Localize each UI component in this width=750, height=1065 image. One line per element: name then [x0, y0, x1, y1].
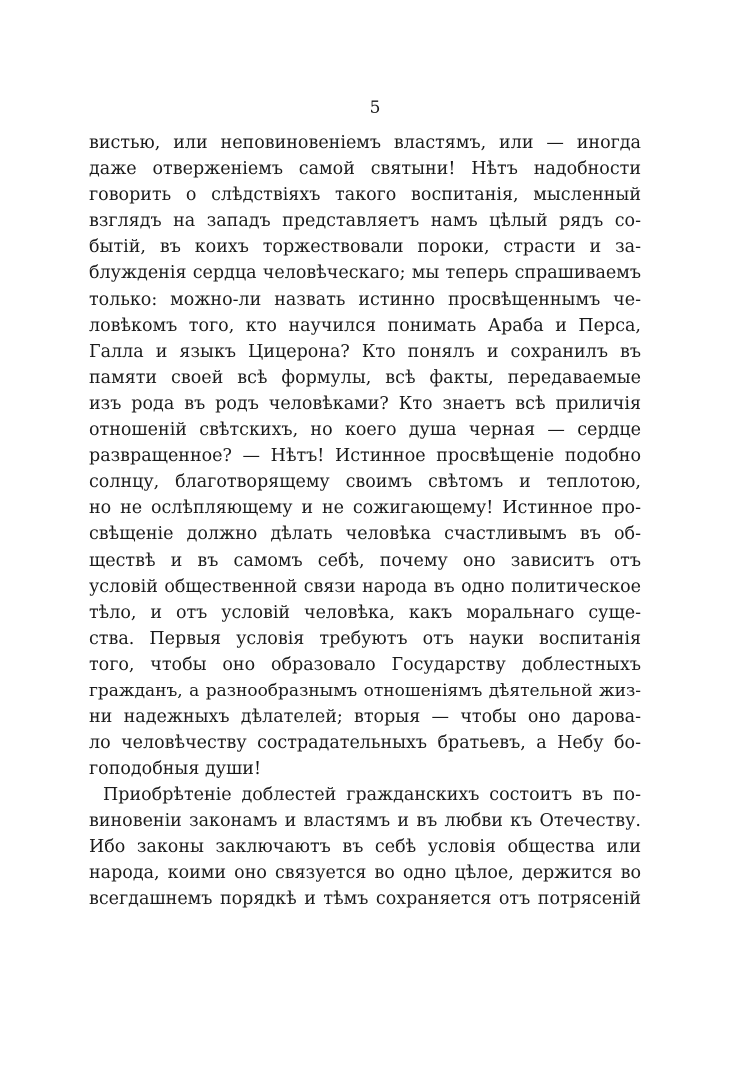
text-line: условій общественной связи народа въ одно политическое	[89, 576, 641, 597]
text-line: ни надежныхъ дѣлателей; вторыя — чтобы оно дарова-	[89, 707, 641, 728]
text-line: ществѣ и въ самомъ себѣ, почему оно зависитъ отъ	[89, 550, 641, 571]
text-line: ловѣкомъ того, кто научился понимать Араба и Перса,	[89, 315, 641, 336]
text-line: всегдашнемъ порядкѣ и тѣмъ сохраняется отъ потрясеній	[89, 889, 641, 910]
paragraph-1	[89, 130, 641, 782]
paragraph-2	[89, 782, 641, 912]
text-line: гоподобныя души!	[89, 759, 261, 780]
text-line: бытій, въ коихъ торжествовали пороки, страсти и за-	[89, 237, 641, 258]
text-line: вистью, или неповиновеніемъ властямъ, или — иногда	[89, 133, 641, 153]
text-line: отношеній свѣтскихъ, но коего душа черная — сердце	[89, 420, 641, 441]
text-line: изъ рода въ родъ человѣками? Кто знаетъ всѣ приличія	[89, 393, 641, 414]
text-line: народа, коими оно связуется во одно цѣлое, держится во	[89, 863, 641, 884]
text-line: того, чтобы оно образовало Государству доблестныхъ	[89, 654, 641, 675]
text-line: ло человѣчеству сострадательныхъ братьевъ, а Небу бо-	[89, 733, 641, 754]
text-line: взглядъ на западъ представляетъ намъ цѣлый рядъ со-	[89, 211, 641, 232]
text-line: но не ослѣпляющему и не сожигающему! Истинное про-	[89, 498, 641, 519]
text-line: памяти своей всѣ формулы, всѣ факты, передаваемые	[89, 367, 641, 388]
page-number: 5	[369, 98, 381, 118]
text-line: только: можно-ли назвать истинно просвѣщеннымъ че-	[89, 289, 641, 310]
text-line: говорить о слѣдствіяхъ такого воспитанія, мысленный	[89, 185, 641, 206]
text-line: Ибо законы заключаютъ въ себѣ условія общества или	[89, 837, 641, 858]
text-line: развращенное? — Нѣтъ! Истинное просвѣщеніе подобно	[89, 446, 641, 467]
text-line: даже отверженіемъ самой святыни! Нѣтъ надобности	[89, 159, 641, 180]
text-line: ства. Первыя условія требуютъ отъ науки воспитанія	[89, 628, 641, 649]
text-line: тѣло, и отъ условій человѣка, какъ моральнаго суще-	[89, 602, 641, 623]
text-line: Приобрѣтеніе доблестей гражданскихъ состоитъ въ по-	[103, 785, 641, 805]
text-line: блужденія сердца человѣческаго; мы теперь спрашиваемъ	[89, 263, 641, 284]
text-line: гражданъ, а разнообразнымъ отношеніямъ дѣятельной жиз-	[89, 680, 641, 701]
text-line: солнцу, благотворящему своимъ свѣтомъ и теплотою,	[89, 472, 641, 493]
text-line: виновеніи законамъ и властямъ и въ любви къ Отечеству.	[89, 811, 641, 832]
text-line: Галла и языкъ Цицерона? Кто понялъ и сохранилъ въ	[89, 341, 641, 362]
text-line: свѣщеніе должно дѣлать человѣка счастливымъ въ об-	[89, 524, 641, 545]
